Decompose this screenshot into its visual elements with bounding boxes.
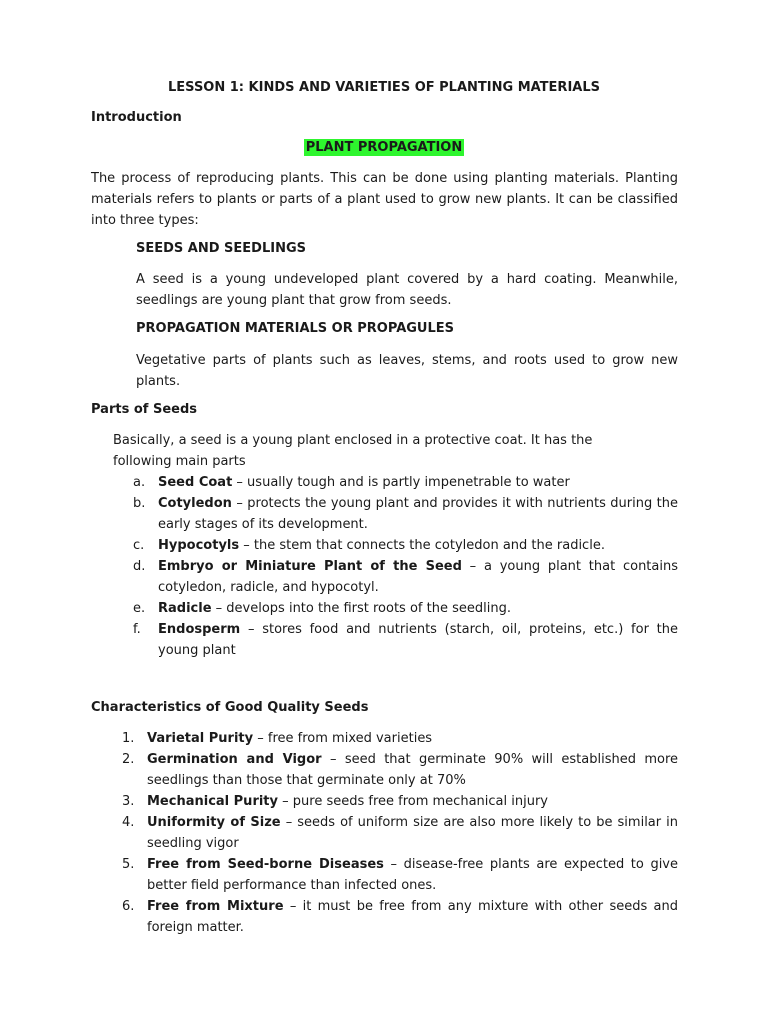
intro-paragraph: The process of reproducing plants. This can be done using planting materials. Planting materials refers to plants or parts of a plant used to grow new plants. It can be classified into three types: xyxy=(91,171,678,228)
list-description: – seed that germinate 90% will established more seedlings than those that germinate only at 70% xyxy=(147,752,678,788)
list-marker: 5. xyxy=(122,857,135,872)
list-term: Cotyledon xyxy=(158,496,232,511)
list-description: – disease-free plants are expected to give better field performance than infected ones. xyxy=(147,857,679,893)
list-description: – usually tough and is partly impenetrable to water xyxy=(232,475,570,490)
list-description: – seeds of uniform size are also more likely to be similar in seedling vigor xyxy=(147,815,679,851)
list-marker: a. xyxy=(133,475,146,490)
list-marker: b. xyxy=(133,496,146,511)
list-term: Radicle xyxy=(158,601,212,616)
list-term: Mechanical Purity xyxy=(147,794,278,809)
seed-quality-item xyxy=(122,749,678,791)
list-description: – a young plant that contains cotyledon, radicle, and hypocotyl. xyxy=(158,559,678,595)
seed-part-item xyxy=(133,598,678,619)
list-term: Varietal Purity xyxy=(147,731,254,746)
quality-list xyxy=(122,728,679,938)
list-description: – it must be free from any mixture with other seeds and foreign matter. xyxy=(147,899,678,935)
list-marker: d. xyxy=(133,559,146,574)
list-term: Endosperm xyxy=(158,622,241,637)
list-term: Seed Coat xyxy=(158,475,233,490)
list-term: Embryo or Miniature Plant of the Seed xyxy=(158,559,462,574)
parts-list xyxy=(133,472,678,661)
highlight-heading-wrap xyxy=(0,140,768,155)
list-term: Hypocotyls xyxy=(158,538,240,553)
seed-quality-item xyxy=(122,896,678,938)
plant-propagation-heading: PLANT PROPAGATION xyxy=(305,140,463,155)
seed-quality-item xyxy=(122,854,679,896)
seed-part-item xyxy=(133,493,678,535)
list-description: – free from mixed varieties xyxy=(253,731,433,746)
quality-heading: Characteristics of Good Quality Seeds xyxy=(91,700,369,715)
list-description: – stores food and nutrients (starch, oil, proteins, etc.) for the young plant xyxy=(158,622,678,658)
list-term: Free from Seed-borne Diseases xyxy=(147,857,384,872)
introduction-heading: Introduction xyxy=(91,110,182,125)
propagules-paragraph: Vegetative parts of plants such as leaves, stems, and roots used to grow new plants. xyxy=(136,353,678,389)
parts-intro: Basically, a seed is a young plant enclosed in a protective coat. It has the following main parts xyxy=(113,433,593,469)
list-marker: 6. xyxy=(122,899,135,914)
seed-quality-item xyxy=(122,728,678,749)
lesson-title: LESSON 1: KINDS AND VARIETIES OF PLANTING MATERIALS xyxy=(168,80,600,95)
seed-part-item xyxy=(133,535,678,556)
list-marker: 3. xyxy=(122,794,135,809)
list-description: – pure seeds free from mechanical injury xyxy=(278,794,548,809)
seed-part-item xyxy=(133,619,678,661)
list-marker: f. xyxy=(133,622,141,637)
parts-heading: Parts of Seeds xyxy=(91,402,197,417)
list-marker: e. xyxy=(133,601,146,616)
list-description: – the stem that connects the cotyledon and the radicle. xyxy=(239,538,605,553)
seed-quality-item xyxy=(122,812,679,854)
list-description: – develops into the first roots of the seedling. xyxy=(211,601,511,616)
list-term: Free from Mixture xyxy=(147,899,284,914)
propagules-heading: PROPAGATION MATERIALS OR PROPAGULES xyxy=(136,321,455,336)
list-marker: 4. xyxy=(122,815,135,830)
list-marker: c. xyxy=(133,538,145,553)
seed-part-item xyxy=(133,556,678,598)
seeds-paragraph: A seed is a young undeveloped plant covered by a hard coating. Meanwhile, seedlings are young plant that grow from seeds. xyxy=(136,272,678,308)
list-description: – protects the young plant and provides it with nutrients during the early stages of its development. xyxy=(158,496,678,532)
list-term: Germination and Vigor xyxy=(147,752,322,767)
list-marker: 2. xyxy=(122,752,135,767)
list-term: Uniformity of Size xyxy=(147,815,281,830)
list-marker: 1. xyxy=(122,731,135,746)
seed-part-item xyxy=(133,472,678,493)
seeds-heading: SEEDS AND SEEDLINGS xyxy=(136,241,307,256)
seed-quality-item xyxy=(122,791,678,812)
